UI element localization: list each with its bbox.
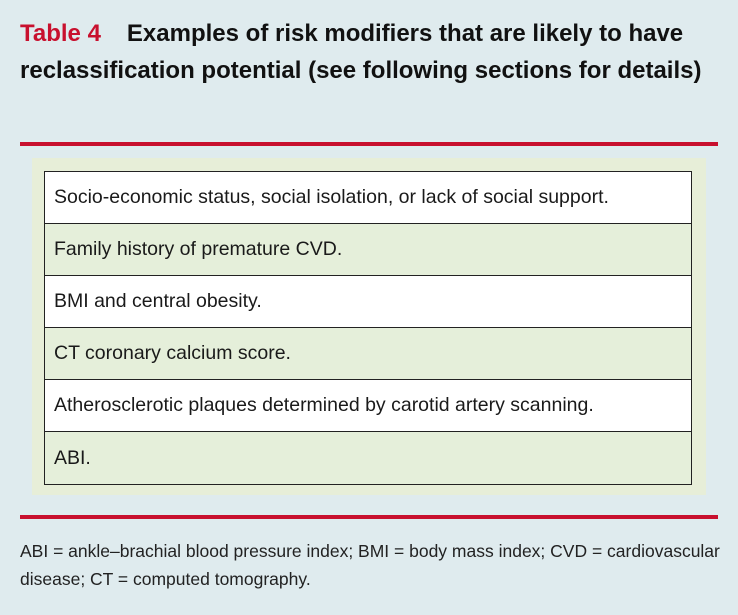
table-title: Examples of risk modifiers that are likely to have reclassification potential (see following sections for details) [20,20,702,84]
table-row: Atherosclerotic plaques determined by carotid artery scanning. [45,380,691,432]
top-rule [20,142,718,146]
risk-modifiers-table [44,171,692,485]
table-label: Table 4 [20,20,101,47]
table-caption [20,15,730,89]
table-row: Socio-economic status, social isolation, or lack of social support. [45,172,691,224]
table-footnote: ABI = ankle–brachial blood pressure index; BMI = body mass index; CVD = cardiovascular disease; CT = computed tomography. [20,541,720,589]
table-row: BMI and central obesity. [45,276,691,328]
table-row: CT coronary calcium score. [45,328,691,380]
table-row: ABI. [45,432,691,484]
bottom-rule [20,515,718,519]
table-row: Family history of premature CVD. [45,224,691,276]
